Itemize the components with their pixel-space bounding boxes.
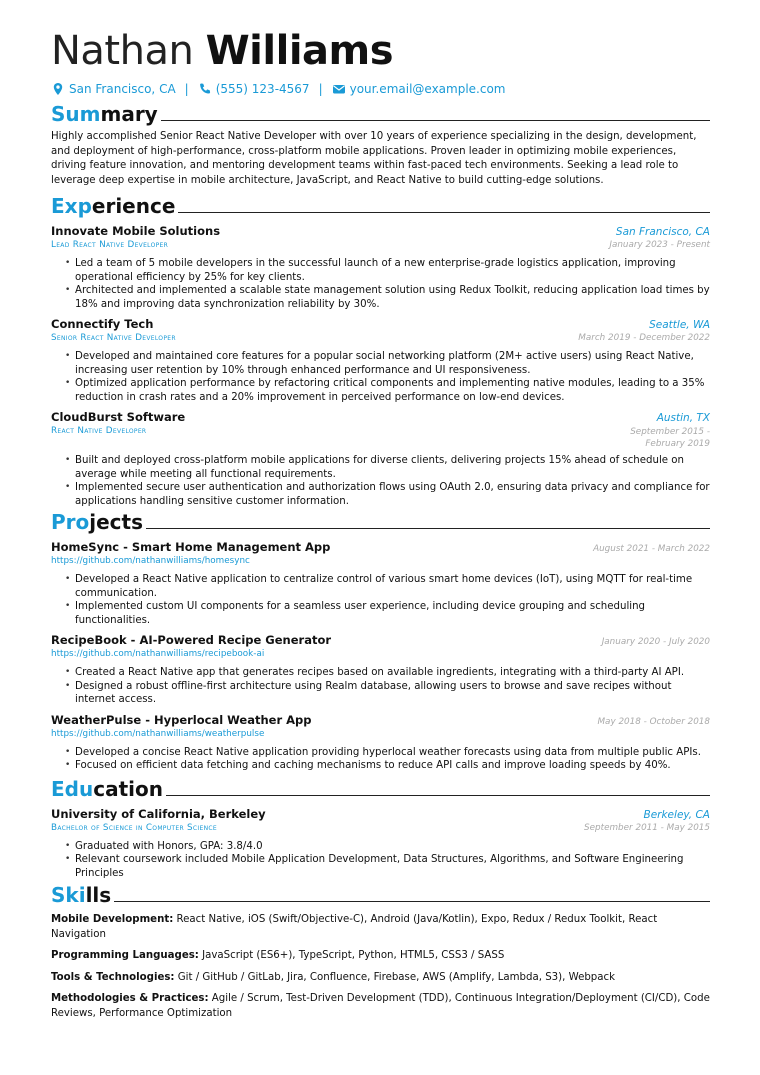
job-role: Lead React Native Developer [51, 240, 169, 251]
summary-heading [51, 102, 710, 126]
contact-email[interactable] [332, 82, 506, 96]
summary-text: Highly accomplished Senior React Native Developer with over 10 years of experience specializing in the design, development, and deployment of high-performance, cross-platform mobile applications. Proven leader in optimizing mobile experiences, driving feature innovation, and mentoring development teams within fast-paced tech environments. Seeking a lead role to leverage deep expertise in mobile architecture, JavaScript, and React Native to build cutting-edge solutions. [51, 131, 697, 186]
contact-phone[interactable] [198, 82, 310, 96]
project-name: WeatherPulse - Hyperlocal Weather App [51, 712, 312, 727]
heading-rest: jects [89, 510, 144, 535]
skill-value: Agile / Scrum, Test-Driven Development (TDD), Continuous Integration/Deployment (CI/CD), Code Reviews, Performance Optimization [51, 993, 710, 1019]
resume-page [51, 28, 710, 1021]
skill-label: Mobile Development: [51, 914, 174, 926]
heading-accent: Exp [51, 194, 92, 219]
candidate-name [51, 28, 710, 74]
contact-location [51, 82, 176, 96]
skills-heading [51, 883, 710, 907]
project-entry [51, 633, 710, 707]
project-link[interactable]: https://github.com/nathanwilliams/weatherpulse [51, 728, 265, 739]
heading-rest: mary [100, 102, 158, 126]
heading-rule [114, 901, 710, 902]
skill-row [51, 949, 710, 964]
first-name: Nathan [51, 28, 194, 74]
list-item: • Developed and maintained core features for a popular social networking platform (2M+ active users) using React Native, increasing user retention by 10% through enhanced performance and UI responsiveness. [75, 350, 710, 377]
skill-label: Methodologies & Practices: [51, 993, 209, 1005]
last-name: Williams [205, 28, 394, 74]
list-item: • Implemented custom UI components for a seamless user experience, including device grouping and scheduling functionalities. [75, 600, 710, 627]
heading-accent: Edu [51, 776, 94, 801]
heading-rest: cation [93, 776, 163, 801]
location-text: San Francisco, CA [69, 82, 176, 96]
job-location: Seattle, WA [649, 319, 710, 332]
project-entry [51, 713, 710, 773]
skill-value: JavaScript (ES6+), TypeScript, Python, HTML5, CSS3 / SASS [202, 950, 505, 962]
education-heading [51, 777, 710, 801]
job-role: Senior React Native Developer [51, 333, 176, 344]
project-dates: August 2021 - March 2022 [593, 544, 710, 555]
heading-rule [166, 795, 710, 796]
phone-text: (555) 123-4567 [215, 82, 310, 96]
degree: Bachelor of Science in Computer Science [51, 822, 217, 833]
projects-heading [51, 510, 710, 534]
contact-line [51, 82, 710, 96]
experience-entry [51, 224, 710, 311]
project-dates: May 2018 - October 2018 [597, 716, 710, 727]
skill-label: Programming Languages: [51, 950, 199, 962]
phone-icon [198, 82, 212, 96]
list-item: • Optimized application performance by refactoring critical components and implementing native modules, leading to a 35% reduction in crash rates and a 20% improvement in perceived performance on low-end devices. [75, 377, 710, 404]
job-location: San Francisco, CA [615, 226, 710, 239]
heading-rule [178, 212, 710, 213]
list-item: • Led a team of 5 mobile developers in the successful launch of a new enterprise-grade logistics application, improving operational efficiency by 25% for key clients. [75, 257, 710, 284]
list-item: • Architected and implemented a scalable state management solution using Redux Toolkit, reducing application load times by 18% and improving data synchronization reliability by 30%. [75, 284, 710, 311]
envelope-icon [332, 82, 346, 96]
company-name: Innovate Mobile Solutions [51, 224, 221, 239]
list-item: • Graduated with Honors, GPA: 3.8/4.0 [75, 840, 710, 854]
company-name: CloudBurst Software [51, 410, 186, 425]
skill-row [51, 992, 710, 1021]
project-bullets [51, 573, 710, 627]
heading-rule [146, 528, 710, 529]
job-bullets [51, 257, 710, 311]
list-item: • Created a React Native app that generates recipes based on available ingredients, integrating with a third-party AI API. [75, 666, 710, 680]
job-dates: March 2019 - December 2022 [578, 333, 710, 344]
list-item: • Developed a concise React Native application providing hyperlocal weather forecasts using data from multiple public APIs. [75, 746, 710, 760]
education-bullets [51, 840, 710, 881]
list-item: • Built and deployed cross-platform mobile applications for diverse clients, delivering projects 15% ahead of schedule on average while meeting all functional requirements. [75, 454, 710, 481]
job-location: Austin, TX [656, 412, 710, 425]
project-name: RecipeBook - AI-Powered Recipe Generator [51, 633, 332, 648]
list-item: • Relevant coursework included Mobile Application Development, Data Structures, Algorithms, and Software Engineering Principles [75, 853, 710, 880]
experience-entry [51, 317, 710, 404]
experience-entry [51, 410, 710, 508]
project-link[interactable]: https://github.com/nathanwilliams/recipebook-ai [51, 649, 265, 660]
school-name: University of California, Berkeley [51, 806, 266, 821]
skill-row [51, 971, 710, 986]
skill-label: Tools & Technologies: [51, 971, 175, 983]
heading-accent: Sum [51, 102, 101, 126]
job-bullets [51, 350, 710, 404]
list-item: • Developed a React Native application to centralize control of various smart home devices (IoT), using MQTT for real-time communication. [75, 573, 710, 600]
company-name: Connectify Tech [51, 317, 154, 332]
list-item: • Designed a robust offline-first architecture using Realm database, allowing users to browse and save recipes without internet access. [75, 680, 710, 707]
heading-rest: erience [91, 194, 176, 219]
school-location: Berkeley, CA [643, 808, 710, 821]
education-entry [51, 807, 710, 881]
map-pin-icon [51, 82, 65, 96]
project-entry [51, 540, 710, 627]
project-name: HomeSync - Smart Home Management App [51, 540, 331, 555]
project-link[interactable]: https://github.com/nathanwilliams/homesync [51, 556, 250, 567]
experience-heading [51, 194, 710, 218]
job-dates: January 2023 - Present [609, 240, 710, 251]
project-dates: January 2020 - July 2020 [601, 637, 710, 648]
heading-rest: lls [85, 883, 112, 908]
skill-value: Git / GitHub / GitLab, Jira, Confluence, Firebase, AWS (Amplify, Lambda, S3), Webpack [177, 971, 616, 983]
heading-accent: Ski [51, 883, 86, 908]
skill-row [51, 913, 710, 942]
contact-separator: | [318, 82, 323, 96]
skill-value: React Native, iOS (Swift/Objective-C), Android (Java/Kotlin), Expo, Redux / Redux Toolkit, React Navigation [51, 914, 658, 940]
heading-rule [161, 120, 710, 121]
education-dates: September 2011 - May 2015 [584, 822, 710, 833]
email-text: your.email@example.com [349, 82, 506, 96]
job-role: React Native Developer [51, 426, 147, 437]
contact-separator: | [184, 82, 189, 96]
job-bullets [51, 454, 710, 508]
project-bullets [51, 746, 710, 773]
list-item: • Focused on efficient data fetching and caching mechanisms to reduce API calls and improve loading speeds by 40%. [75, 759, 710, 773]
list-item: • Implemented secure user authentication and authorization flows using OAuth 2.0, ensuring data privacy and compliance for applications handling sensitive customer information. [75, 481, 710, 508]
job-dates: September 2015 - February 2019 [630, 427, 710, 450]
project-bullets [51, 666, 710, 707]
heading-accent: Pro [51, 510, 90, 535]
